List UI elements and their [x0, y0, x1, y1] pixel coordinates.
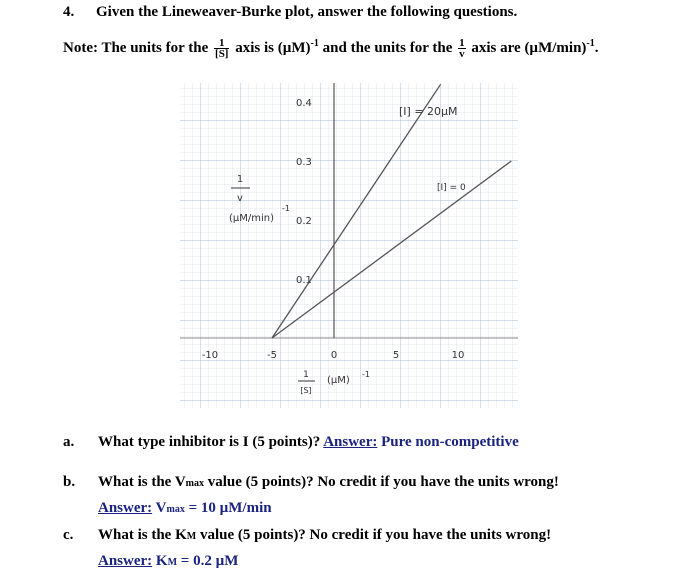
x-tick-label: -5 — [267, 350, 277, 361]
answer-c-value-pre: K — [155, 553, 168, 569]
y-label-units-sup: -1 — [282, 204, 290, 213]
y-label-units: (µM/min) — [229, 213, 275, 224]
frac-1-den: [S] — [215, 48, 229, 61]
answer-c-value-sub: M — [167, 557, 178, 568]
frac-2-den: v — [459, 48, 465, 61]
x-tick-label: 5 — [392, 350, 400, 361]
answer-c-question-post: value (5 points)? No credit if you have the units wrong! — [199, 527, 552, 543]
line-label-uninhibited: [I] = 0 — [437, 183, 466, 193]
note-end: axis are (µM/min) — [471, 40, 587, 56]
answer-a-question: What type inhibitor is I (5 points)? — [98, 434, 321, 450]
note-end-period: . — [594, 40, 599, 56]
answer-c-question-pre: What is the K — [98, 527, 187, 543]
x-label-units-sup: -1 — [362, 370, 370, 379]
answer-c-value-post: = 0.2 µM — [180, 553, 239, 569]
frac-2-num: 1 — [459, 37, 465, 50]
x-tick-label: 0 — [330, 350, 338, 361]
y-tick-label: 0.3 — [296, 157, 312, 168]
line-label-inhibited: [I] = 20µM — [399, 105, 458, 118]
frac-1-num: 1 — [214, 38, 229, 49]
answer-b-value-pre: V — [155, 500, 167, 516]
note-mid: axis is (µM) — [235, 40, 311, 56]
x-tick-label: -10 — [201, 350, 219, 361]
y-label-num: 1 — [236, 174, 244, 185]
answer-b-label: Answer: — [98, 500, 153, 516]
answer-b-letter: b. — [63, 474, 76, 490]
answer-c-letter: c. — [63, 527, 74, 543]
answer-b-value-sub: max — [166, 504, 185, 515]
x-label-den: [S] — [300, 386, 312, 395]
answer-b-line — [98, 500, 272, 517]
graph-paper-grid — [180, 83, 518, 408]
note-mid2: and the units for the — [322, 40, 453, 56]
note-mid-sup: -1 — [310, 38, 319, 49]
y-tick-label: 0.4 — [296, 98, 312, 109]
answer-c-label: Answer: — [98, 553, 153, 569]
y-tick-label: 0.1 — [296, 275, 312, 286]
answer-c-question — [98, 527, 551, 544]
answer-a-value: Pure non-competitive — [381, 434, 519, 450]
y-tick-label: 0.2 — [296, 216, 312, 227]
answer-b-question-post: value (5 points)? No credit if you have the units wrong! — [207, 474, 559, 490]
answer-c-line — [98, 553, 238, 570]
answer-b-value-post: = 10 µM/min — [188, 500, 272, 516]
question-number: 4. — [63, 4, 75, 20]
question-title: Given the Lineweaver-Burke plot, answer the following questions. — [96, 4, 518, 20]
answer-a-line — [98, 434, 519, 451]
y-label-den: v — [237, 193, 243, 204]
note-end-sup: -1 — [586, 38, 595, 49]
x-label-units: (µM) — [327, 375, 350, 386]
answer-b-question-pre: What is the V — [98, 474, 186, 490]
x-label-num: 1 — [303, 370, 309, 380]
answer-c-question-sub: M — [186, 531, 197, 542]
note-prefix: Note: The units for the — [63, 40, 209, 56]
answer-a-label: Answer: — [323, 434, 378, 450]
x-tick-label: 10 — [451, 350, 465, 361]
answer-a-letter: a. — [63, 434, 75, 450]
answer-b-question — [98, 474, 559, 491]
answer-b-question-sub: max — [185, 478, 204, 489]
